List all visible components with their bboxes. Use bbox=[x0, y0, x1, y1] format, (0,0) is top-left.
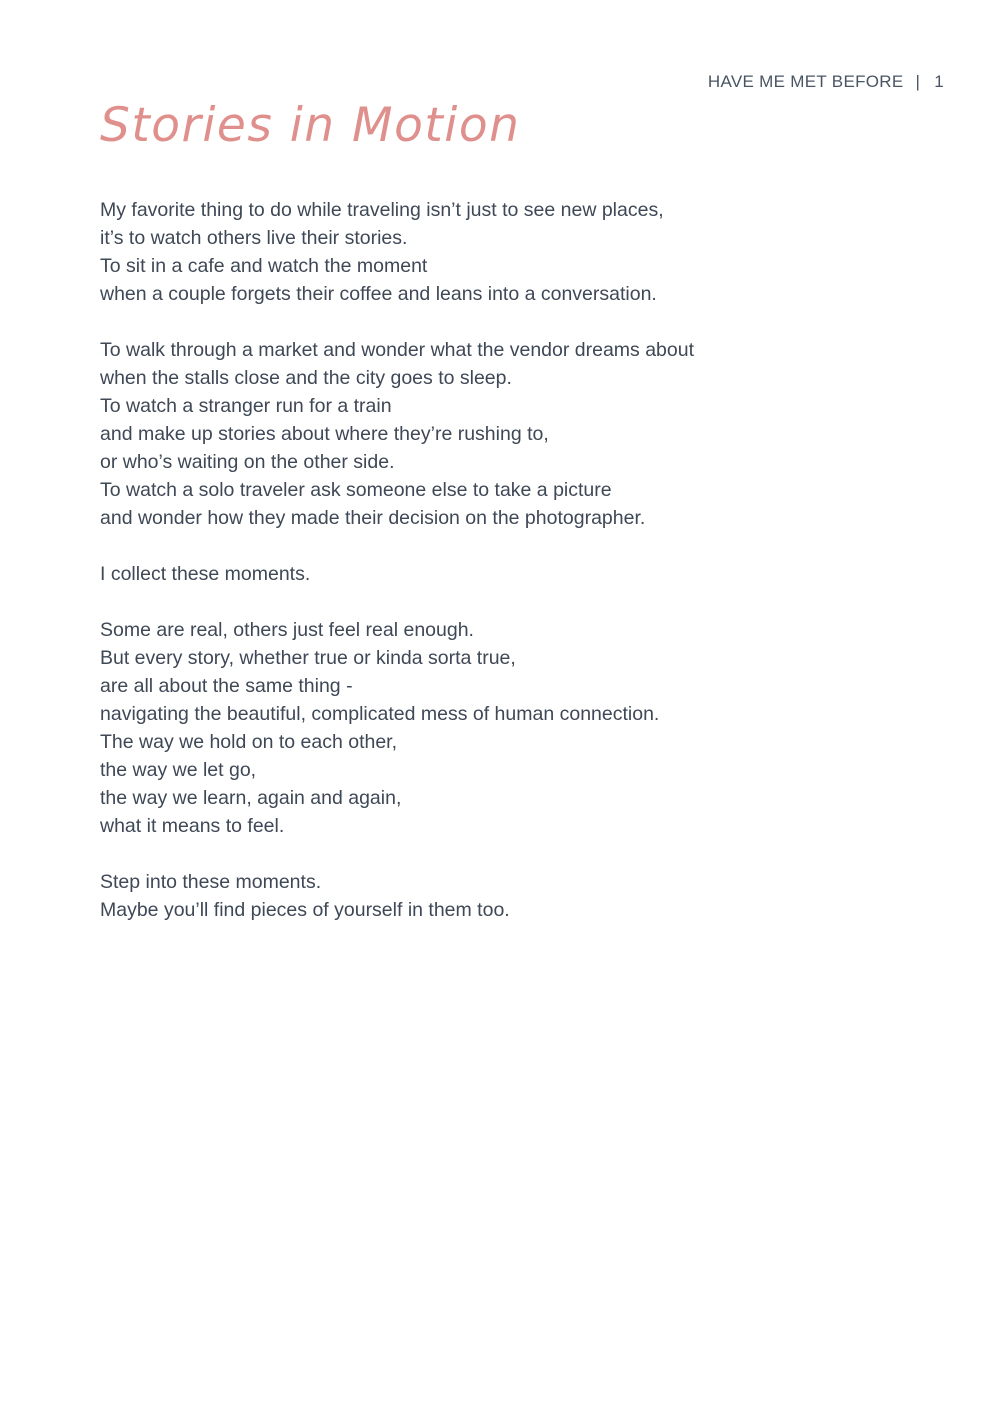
poem-line: To watch a solo traveler ask someone else to take a picture bbox=[100, 479, 612, 501]
poem-line: To walk through a market and wonder what the vendor dreams about bbox=[100, 339, 695, 361]
poem-line: navigating the beautiful, complicated mess of human connection. bbox=[100, 703, 660, 725]
running-header bbox=[708, 72, 944, 92]
poem-line: But every story, whether true or kinda sorta true, bbox=[100, 647, 516, 669]
poem-line: To watch a stranger run for a train bbox=[100, 395, 392, 417]
poem-line: and wonder how they made their decision on the photographer. bbox=[100, 507, 646, 529]
poem-line: it’s to watch others live their stories. bbox=[100, 227, 408, 249]
poem-line: Step into these moments. bbox=[100, 871, 322, 893]
page-number: 1 bbox=[934, 72, 944, 91]
stanza-5 bbox=[100, 868, 920, 924]
poem-line: what it means to feel. bbox=[100, 815, 285, 837]
stanza-2 bbox=[100, 336, 920, 532]
poem-line: I collect these moments. bbox=[100, 563, 311, 585]
page-title: Stories in Motion bbox=[100, 98, 521, 153]
poem-line: Some are real, others just feel real enough. bbox=[100, 619, 474, 641]
stanza-1 bbox=[100, 196, 920, 308]
poem-line: To sit in a cafe and watch the moment bbox=[100, 255, 428, 277]
poem-line: the way we let go, bbox=[100, 759, 257, 781]
poem-line: and make up stories about where they’re rushing to, bbox=[100, 423, 549, 445]
poem-body bbox=[100, 196, 920, 952]
poem-line: or who’s waiting on the other side. bbox=[100, 451, 395, 473]
stanza-3 bbox=[100, 560, 920, 588]
header-separator: | bbox=[915, 72, 921, 91]
poem-line: when a couple forgets their coffee and leans into a conversation. bbox=[100, 283, 657, 305]
stanza-4 bbox=[100, 616, 920, 840]
poem-line: are all about the same thing - bbox=[100, 675, 353, 697]
poem-line: Maybe you’ll find pieces of yourself in them too. bbox=[100, 899, 510, 921]
poem-line: My favorite thing to do while traveling isn’t just to see new places, bbox=[100, 199, 664, 221]
poem-line: The way we hold on to each other, bbox=[100, 731, 398, 753]
poem-line: the way we learn, again and again, bbox=[100, 787, 402, 809]
running-title: HAVE ME MET BEFORE bbox=[707, 72, 904, 91]
poem-line: when the stalls close and the city goes to sleep. bbox=[100, 367, 512, 389]
